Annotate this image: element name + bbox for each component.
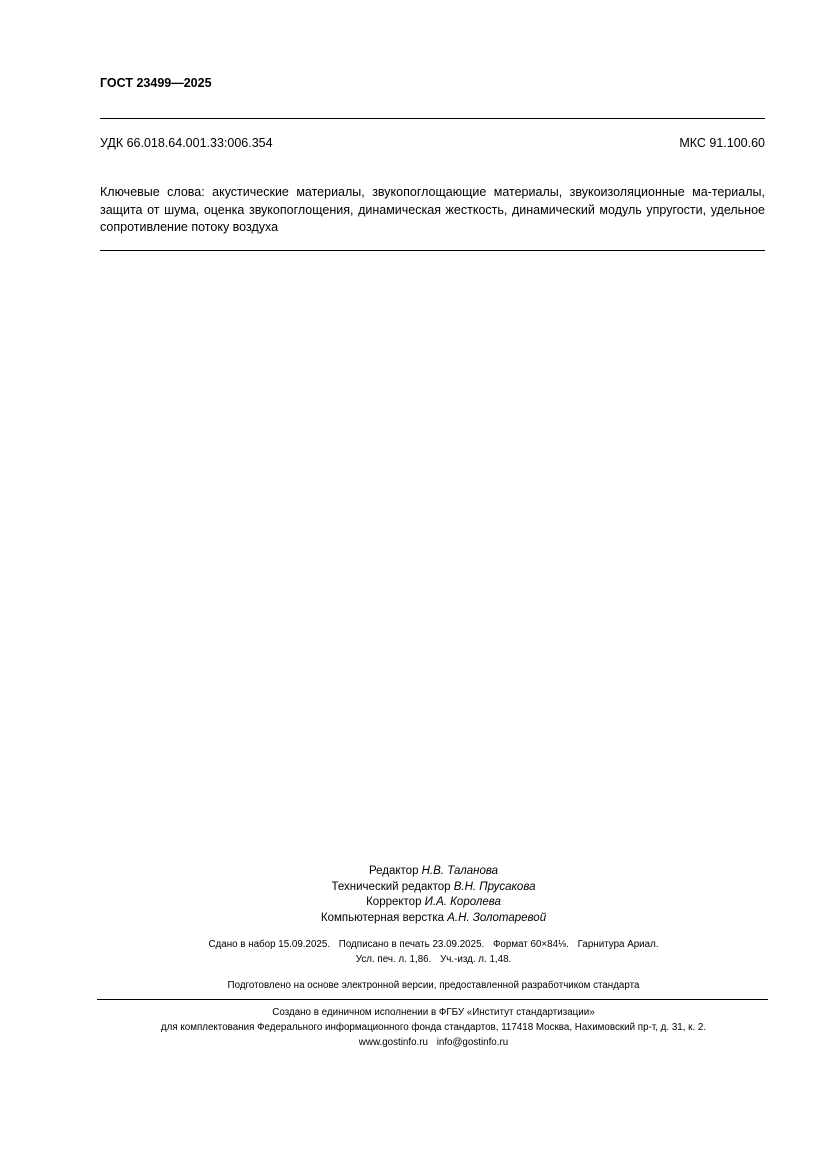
layout-line bbox=[0, 911, 827, 927]
footer-block bbox=[0, 1005, 827, 1050]
footer-divider bbox=[97, 999, 768, 1000]
credits-block bbox=[0, 864, 827, 926]
keywords-divider bbox=[100, 250, 765, 251]
email-link[interactable]: info@gostinfo.ru bbox=[436, 1037, 509, 1048]
editor-line bbox=[0, 864, 827, 880]
tech-editor-name: В.Н. Прусакова bbox=[453, 880, 536, 893]
print-sheets: Усл. печ. л. 1,86. bbox=[355, 954, 432, 965]
document-header: ГОСТ 23499—2025 bbox=[100, 76, 212, 90]
imprint-block bbox=[0, 937, 827, 967]
ics-code: МКС 91.100.60 bbox=[679, 136, 765, 150]
imprint-line-1 bbox=[0, 937, 827, 952]
footer-line-2: для комплектования Федерального информационного фонда стандартов, 117418 Москва, Нахимовский пр-т, д. 31, к. 2. bbox=[160, 1022, 707, 1033]
proofreader-label: Корректор bbox=[366, 896, 425, 908]
keywords-paragraph: Ключевые слова: акустические материалы, звукопоглощающие материалы, звукоизоляционные ма-териалы, защита от шума, оценка звукопоглощения, динамическая жесткость, динамический модуль упругости, удельное сопротивление потоку воздуха bbox=[100, 185, 765, 234]
imprint-line-2 bbox=[0, 952, 827, 967]
publisher-sheets: Уч.-изд. л. 1,48. bbox=[440, 954, 512, 965]
udc-code: УДК 66.018.64.001.33:006.354 bbox=[100, 136, 273, 150]
format: Формат 60×84⅛. bbox=[492, 939, 569, 950]
footer-contacts bbox=[0, 1035, 827, 1050]
sent-to-set: Сдано в набор 15.09.2025. bbox=[208, 939, 331, 950]
top-divider bbox=[100, 118, 765, 119]
website-link[interactable]: www.gostinfo.ru bbox=[358, 1037, 428, 1048]
proofreader-name: И.А. Королева bbox=[424, 896, 501, 908]
editor-name: Н.В. Таланова bbox=[421, 865, 499, 877]
tech-editor-label: Технический редактор bbox=[331, 880, 454, 893]
tech-editor-line bbox=[0, 880, 827, 896]
layout-name: А.Н. Золотаревой bbox=[447, 911, 547, 924]
prepared-note: Подготовлено на основе электронной версии, предоставленной разработчиком стандарта bbox=[227, 980, 640, 991]
footer-line-1: Создано в единичном исполнении в ФГБУ «Институт стандартизации» bbox=[272, 1007, 595, 1018]
signed-to-print: Подписано в печать 23.09.2025. bbox=[338, 939, 485, 950]
editor-label: Редактор bbox=[368, 865, 422, 877]
typeface: Гарнитура Ариал. bbox=[577, 939, 659, 950]
layout-label: Компьютерная верстка bbox=[320, 911, 448, 924]
proofreader-line bbox=[0, 895, 827, 911]
